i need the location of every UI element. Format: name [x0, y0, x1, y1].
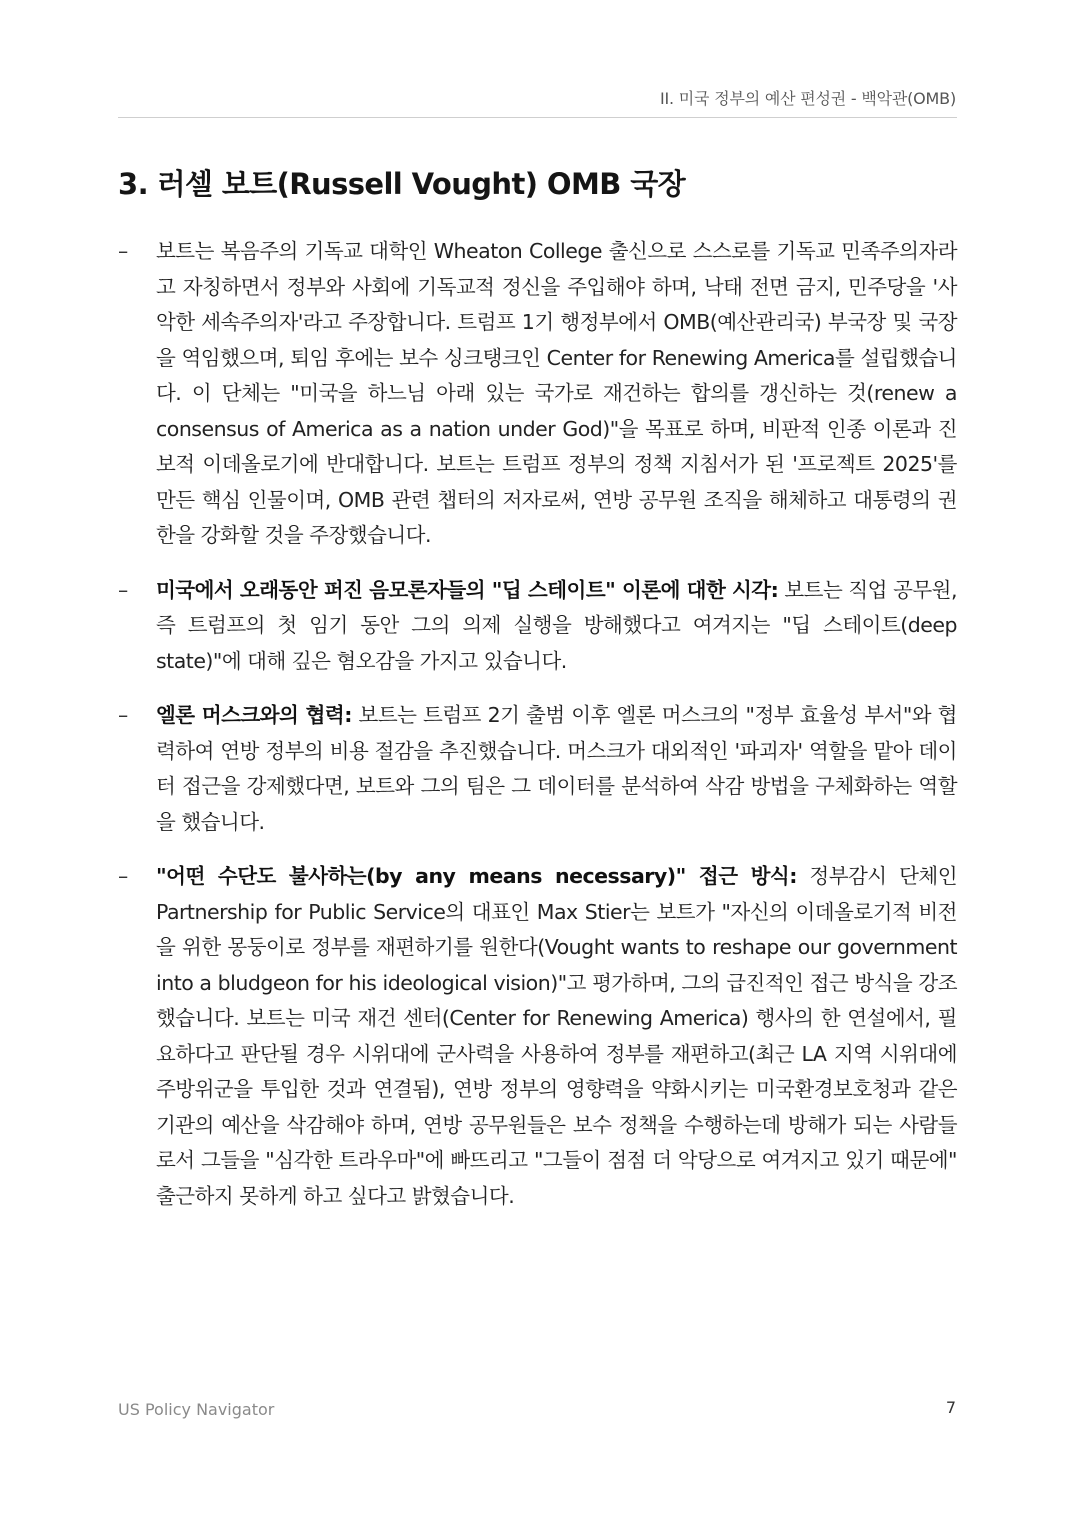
bullet-text: 보트는 트럼프 2기 출범 이후 엘론 머스크의 "정부 효율성 부서"와 협력하여 연방 정부의 비용 절감을 추진했습니다. 머스크가 대외적인 '파괴자' 역할을 맡아 데이터 접근을 강제했다면, 보트와 그의 팀은 그 데이터를 분석하여 삭감 방법을 구체화하는 역할을 했습니다. — [156, 703, 957, 834]
bullet-lead: 엘론 머스크와의 협력: — [156, 703, 352, 727]
dash-marker: – — [118, 577, 128, 602]
bullet-text: 정부감시 단체인 Partnership for Public Service의 대표인 Max Stier는 보트가 "자신의 이데올로기적 비전을 위한 몽둥이로 정부를 재편하기를 원한다(Vought wants to reshape our government into a bludgeon for his ideological vision)"고 평가하며, 그의 급진적인 접근 방식을 강조했습니다. 보트는 미국 재건 센터(Center for Renewing America) 행사의 한 연설에서, 필요하다고 판단될 경우 시위대에 군사력을 사용하여 정부를 재편하고(최근 LA 지역 시위대에 주방위군을 투입한 것과 연결됨), 연방 정부의 영향력을 약화시키는 미국환경보호청과 같은 기관의 예산을 삭감해야 하며, 연방 공무원들은 보수 정책을 수행하는데 방해가 되는 사람들로서 그들을 "심각한 트라우마"에 빠뜨리고 "그들이 점점 더 악당으로 여겨지고 있기 때문에" 출근하지 못하게 하고 싶다고 밝혔습니다. — [156, 864, 957, 1208]
dash-marker: – — [118, 864, 128, 888]
bullet-item — [118, 859, 957, 1214]
bullet-list — [118, 234, 957, 1233]
bullet-item — [118, 573, 957, 680]
bullet-text: 보트는 복음주의 기독교 대학인 Wheaton College 출신으로 스스로를 기독교 민족주의자라고 자칭하면서 정부와 사회에 기독교적 정신을 주입해야 하며, 낙태 전면 금지, 민주당을 '사악한 세속주의자'라고 주장합니다. 트럼프 1기 행정부에서 OMB(예산관리국) 부국장 및 국장을 역임했으며, 퇴임 후에는 보수 싱크탱크인 Center for Renewing America를 설립했습니다. 이 단체는 "미국을 하느님 아래 있는 국가로 재건하는 합의를 갱신하는 것(renew a consensus of America as a nation under God)"을 목표로 하며, 비판적 인종 이론과 진보적 이데올로기에 반대합니다. 보트는 트럼프 정부의 정책 지침서가 된 '프로젝트 2025'를 만든 핵심 인물이며, OMB 관련 챕터의 저자로써, 연방 공무원 조직을 해체하고 대통령의 권한을 강화할 것을 주장했습니다. — [156, 239, 957, 547]
bullet-item — [118, 698, 957, 840]
footer-publication: US Policy Navigator — [118, 1400, 275, 1419]
page-number: 7 — [945, 1398, 956, 1417]
bullet-text: 보트는 직업 공무원, 즉 트럼프의 첫 임기 동안 그의 의제 실행을 방해했다고 여겨지는 "딥 스테이트(deep state)"에 대해 깊은 혐오감을 가지고 있습니다. — [156, 577, 957, 673]
header-divider — [118, 117, 957, 118]
bullet-lead: "어떤 수단도 불사하는(by any means necessary)" 접근 방식: — [156, 864, 797, 888]
dash-marker: – — [118, 239, 128, 263]
dash-marker: – — [118, 703, 128, 727]
running-header: II. 미국 정부의 예산 편성권 - 백악관(OMB) — [659, 89, 956, 108]
section-title: 3. 러셀 보트(Russell Vought) OMB 국장 — [118, 167, 686, 201]
bullet-item — [118, 234, 957, 554]
bullet-lead: 미국에서 오래동안 퍼진 음모론자들의 "딥 스테이트" 이론에 대한 시각: — [156, 577, 779, 602]
